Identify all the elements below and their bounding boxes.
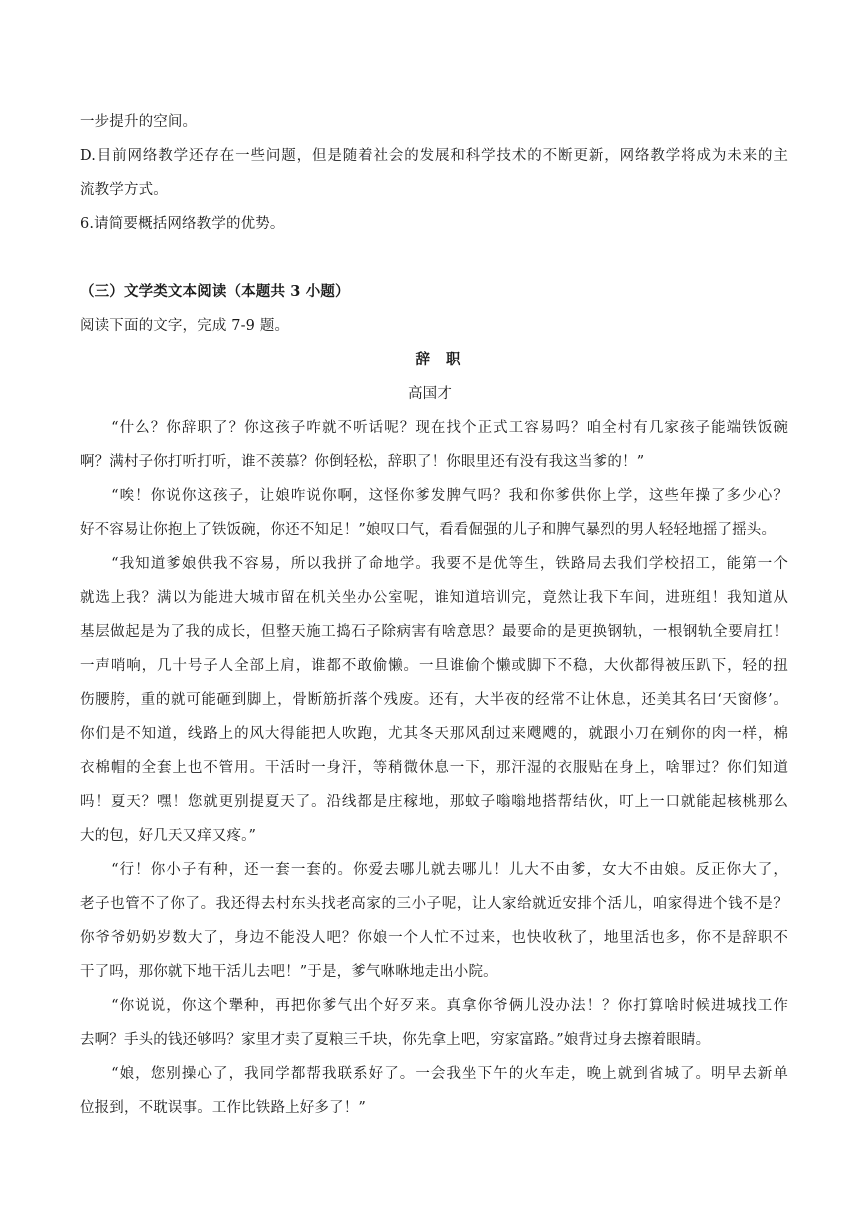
paragraph-1-line-1: “什么？你辞职了？你这孩子咋就不听话呢？现在找个正式工容易吗？咱全村有几家孩子能端铁饭碗 bbox=[80, 420, 788, 436]
paragraph-3-line-8: 吗！夏天？嘿！您就更别提夏天了。沿线都是庄稼地，那蚊子嗡嗡地搭帮结伙，叮上一口就能起核桃那么 bbox=[80, 794, 788, 810]
paragraph-3-line-9: 大的包，好几天又痒又疼。” bbox=[80, 828, 257, 844]
paragraph-4-line-1: “行！你小子有种，还一套一套的。你爱去哪儿就去哪儿！儿大不由爹，女大不由娘。反正你大了， bbox=[80, 862, 788, 878]
section-instruction: 阅读下面的文字，完成 7-9 题。 bbox=[80, 318, 290, 334]
paragraph-2-line-1: “唉！你说你这孩子，让娘咋说你啊，这怪你爹发脾气吗？我和你爹供你上学，这些年操了多少心？ bbox=[80, 488, 788, 504]
paragraph-6-line-1: “娘，您别操心了，我同学都帮我联系好了。一会我坐下午的火车走，晚上就到省城了。明早去新单 bbox=[80, 1066, 788, 1082]
paragraph-4-line-2: 老子也管不了你了。我还得去村东头找老高家的三小子呢，让人家给就近安排个活儿，咱家得进个钱不是？ bbox=[80, 896, 788, 912]
paragraph-3-line-7: 衣棉帽的全套上也不管用。干活时一身汗，等稍微休息一下，那汗湿的衣服贴在身上，啥罪过？你们知道 bbox=[80, 760, 788, 776]
paragraph-3-line-2: 就选上我？满以为能进大城市留在机关坐办公室呢，谁知道培训完，竟然让我下车间，进班组！我知道从 bbox=[80, 590, 788, 606]
option-d-line-1: D.目前网络教学还存在一些问题，但是随着社会的发展和科学技术的不断更新，网络教学将成为未来的主 bbox=[80, 148, 788, 164]
section-heading: （三）文学类文本阅读（本题共 3 小题） bbox=[80, 283, 350, 300]
paragraph-3-line-1: “我知道爹娘供我不容易，所以我拼了命地学。我要不是优等生，铁路局去我们学校招工，能第一个 bbox=[80, 556, 788, 572]
paragraph-3-line-4: 一声哨响，几十号子人全部上肩，谁都不敢偷懒。一旦谁偷个懒或脚下不稳，大伙都得被压趴下，轻的扭 bbox=[80, 658, 788, 674]
paragraph-6-line-2: 位报到，不耽误事。工作比铁路上好多了！” bbox=[80, 1100, 366, 1116]
option-c-tail: 一步提升的空间。 bbox=[80, 114, 198, 130]
paragraph-2-line-2: 好不容易让你抱上了铁饭碗，你还不知足！”娘叹口气，看看倔强的儿子和脾气暴烈的男人轻轻地摇了摇头。 bbox=[80, 522, 777, 538]
option-d-line-2: 流教学方式。 bbox=[80, 182, 168, 198]
paragraph-5-line-2: 去啊？手头的钱还够吗？家里才卖了夏粮三千块，你先拿上吧，穷家富路。”娘背过身去擦着眼睛。 bbox=[80, 1032, 711, 1048]
story-title: 辞职 bbox=[415, 351, 477, 368]
paragraph-4-line-3: 你爷爷奶奶岁数大了，身边不能没人吧？你娘一个人忙不过来，也快收秋了，地里活也多，你不是辞职不 bbox=[80, 930, 788, 946]
paragraph-5-line-1: “你说说，你这个犟种，再把你爹气出个好歹来。真拿你爷俩儿没办法！？你打算啥时候进城找工作 bbox=[80, 998, 788, 1014]
story-author: 高国才 bbox=[408, 386, 452, 402]
paragraph-3-line-6: 你们是不知道，线路上的风大得能把人吹跑，尤其冬天那风刮过来飕飕的，就跟小刀在剜你的肉一样，棉 bbox=[80, 726, 788, 742]
paragraph-3-line-5: 伤腰胯，重的就可能砸到脚上，骨断筋折落个残废。还有，大半夜的经常不让休息，还美其名曰‘天窗修’。 bbox=[80, 692, 788, 708]
paragraph-3-line-3: 基层做起是为了我的成长，但整天施工捣石子除病害有啥意思？最要命的是更换钢轨，一根钢轨全要肩扛！ bbox=[80, 624, 788, 640]
question-6: 6.请简要概括网络教学的优势。 bbox=[80, 216, 285, 232]
paragraph-1-line-2: 啊？满村子你打听打听，谁不羡慕？你倒轻松，辞职了！你眼里还有没有我这当爹的！” bbox=[80, 454, 645, 470]
paragraph-4-line-4: 干了吗，那你就下地干活儿去吧！”于是，爹气咻咻地走出小院。 bbox=[80, 964, 498, 980]
